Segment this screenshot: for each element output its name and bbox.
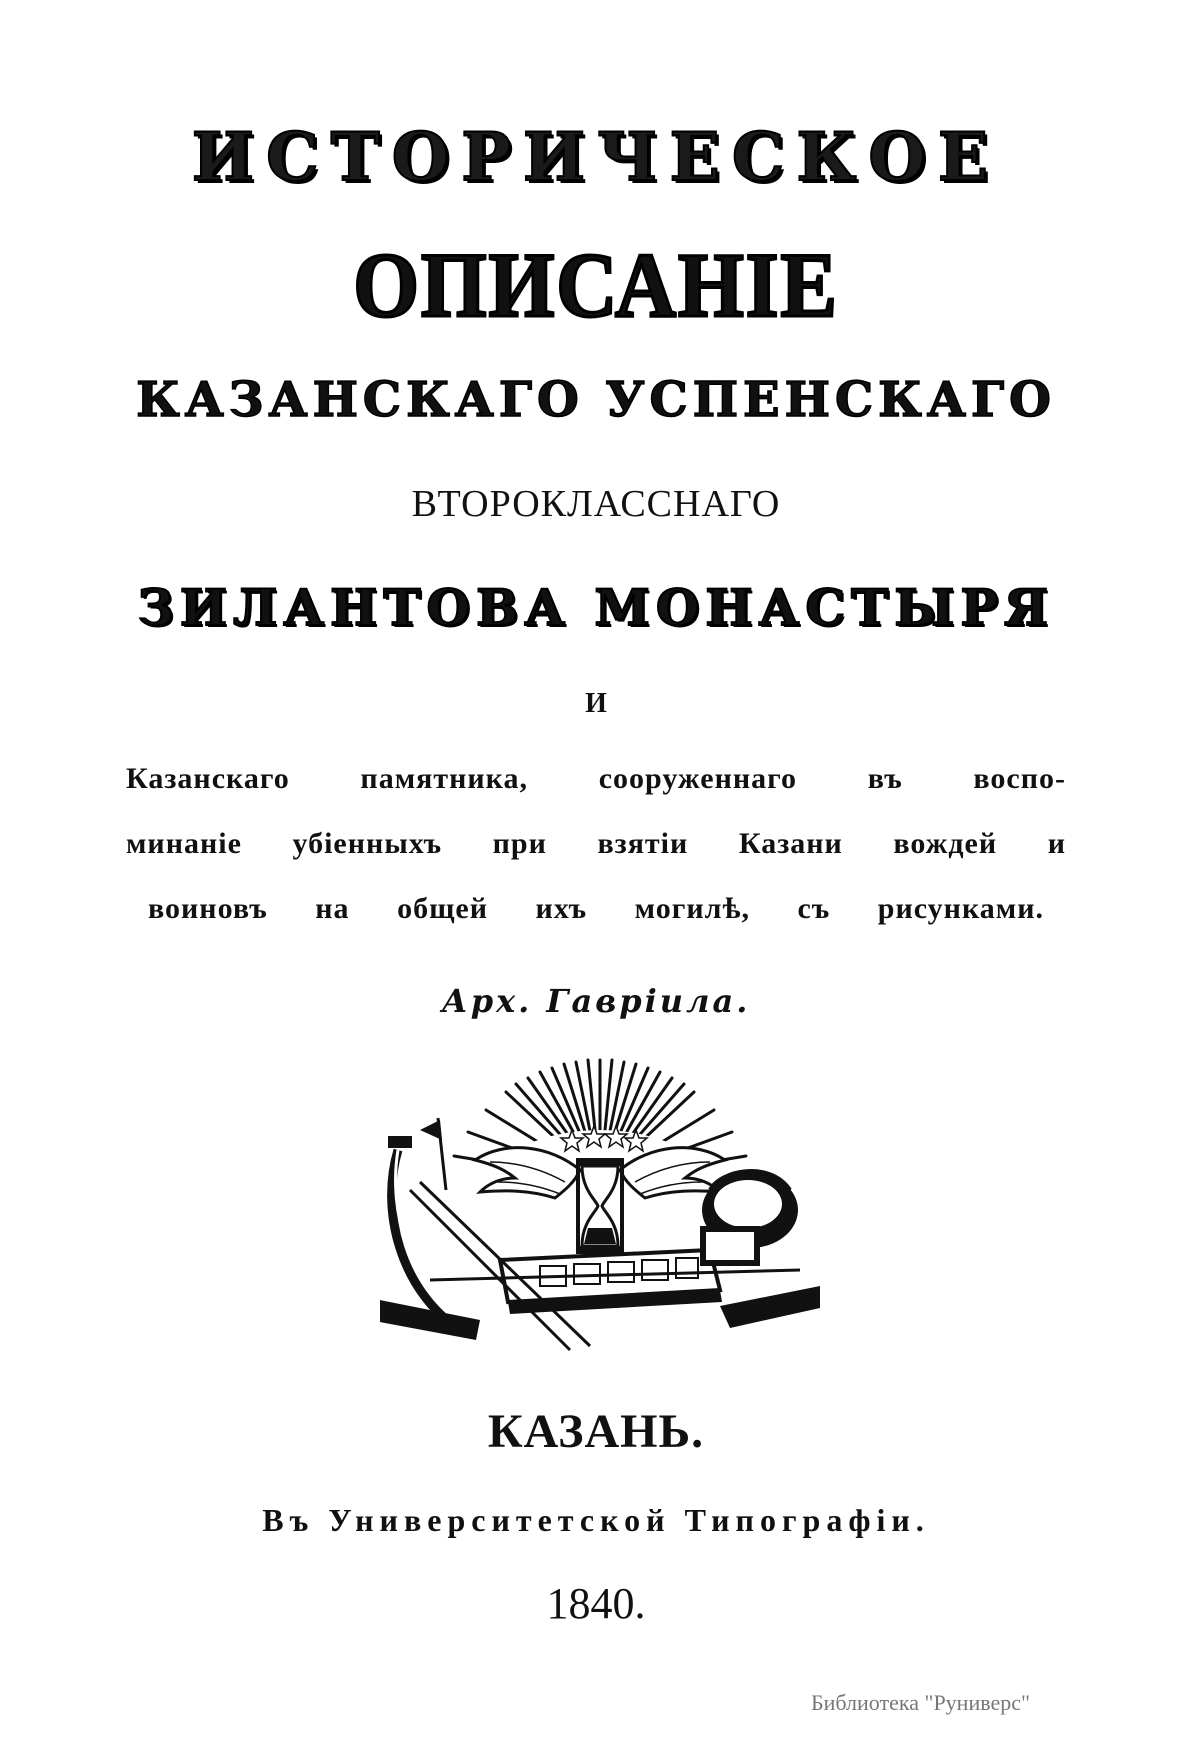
year-line: 1840. — [546, 1579, 646, 1628]
hourglass-wings-book-emblem-icon — [380, 1050, 820, 1370]
printer-line: Въ Университетской Типографіи. — [262, 1502, 930, 1538]
city-line: КАЗАНЬ. — [487, 1405, 705, 1458]
title-monastery-line: ЗИЛАНТОВА МОНАСТЫРЯ — [137, 578, 1055, 637]
description-line-1: Казанскаго памятника, сооруженнаго въ воспо- — [126, 762, 1066, 795]
description-line-2: минаніе убіенныхъ при взятіи Казани вождей и — [126, 827, 1066, 860]
title-ornate-line: ИСТОРИЧЕСКОЕ — [191, 118, 1001, 196]
title-sub-line: КАЗАНСКАГО УСПЕНСКАГО — [136, 372, 1056, 428]
description-line-3: воиновъ на общей ихъ могилѣ, съ рисунками. — [148, 892, 1044, 925]
author-line: Арх. Гавріила. — [441, 982, 751, 1020]
conjunction-line: И — [585, 688, 607, 719]
title-class-line: ВТОРОКЛАССНАГО — [411, 483, 781, 525]
title-main-line: ОПИСАНІЕ — [353, 234, 839, 336]
library-watermark: Библиотека "Руниверс" — [810, 1690, 1030, 1715]
